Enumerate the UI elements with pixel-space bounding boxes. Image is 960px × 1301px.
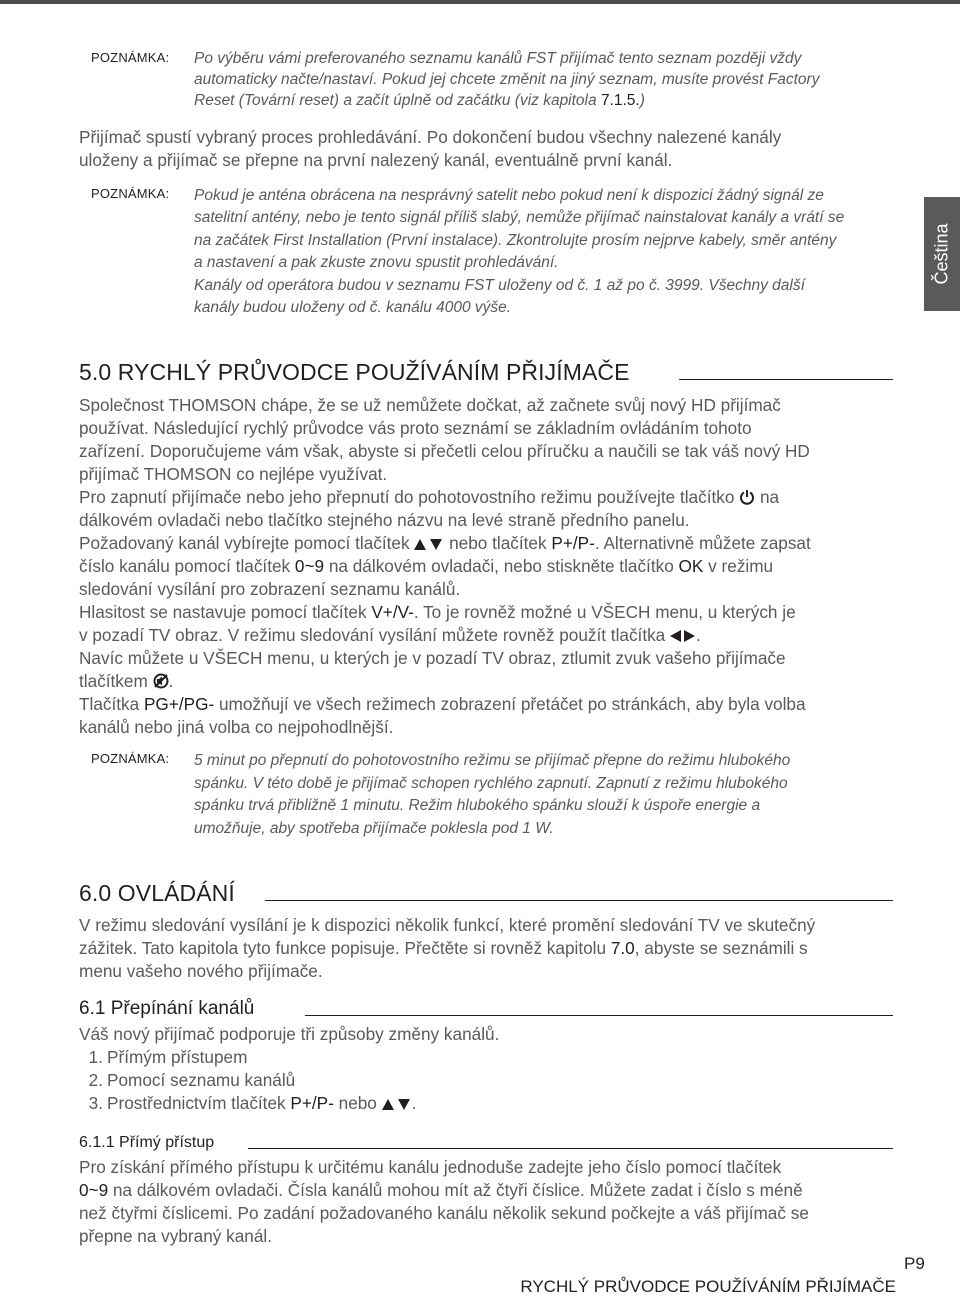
note-text: 5 minut po přepnutí do pohotovostního režimu se přijímač přepne do režimu hlubokého spánku. V této době je přijímač schopen rychlého zapnutí. Zapnutí z režimu hlubokého spánku trvá přibližně 1 minutu. Režim hlubokého spánku slouží k úspoře energie a umožňuje, aby spotřeba přijímače poklesla pod 1 W. xyxy=(194,752,791,837)
section-6-1-1-rule xyxy=(248,1148,893,1149)
section-6-1-1-heading: 6.1.1 Přímý přístup xyxy=(79,1134,215,1151)
footer-title: RYCHLÝ PRŮVODCE POUŽÍVÁNÍM PŘIJÍMAČE xyxy=(520,1277,896,1296)
section-5-body: Společnost THOMSON chápe, že se už nemůžete dočkat, až začnete svůj nový HD přijímač používat. Následující rychlý průvodce vás proto seznámí se základním ovládáním tohoto zařízení. Doporučujeme vám však, abyste si přečetli celou příručku a naučili se tak váš nový HD přijímač THOMSON co nejlépe využívat. Pro zapnutí přijímače nebo jeho přepnutí do pohotovostního režimu používejte tlačítko na dálkovém ovladači nebo tlačítko stejného názvu na levé straně předního panelu. Požadovaný kanál vybírejte pomocí tlačítek nebo tlačítek P+/P-. Alternativně můžete zapsat číslo kanálu pomocí tlačítek 0~9 na dálkovém ovladači, nebo stiskněte tlačítko OK v režimu sledování vysílání pro zobrazení seznamu kanálů. Hlasitost se nastavuje pomocí tlačítek V+/V-. To je rovněž možné u VŠECH menu, u kterých je v pozadí TV obraz. V režimu sledování vysílání můžete rovněž použít tlačítka . Navíc můžete u VŠECH menu, u kterých je v pozadí TV obraz, ztlumit zvuk vašeho přijímače tlačítkem . Tlačítka PG+/PG- umožňují ve všech režimech zobrazení přetáčet po stránkách, aby byla volba kanálů nebo jiná volba co nejpohodlnější. xyxy=(79,395,811,737)
section-6-heading: 6.0 OVLÁDÁNÍ xyxy=(79,880,235,906)
language-tab-label: Čeština xyxy=(931,223,952,285)
channel-methods-list xyxy=(79,1046,416,1115)
note-label: POZNÁMKA: xyxy=(91,186,170,201)
note-label: POZNÁMKA: xyxy=(91,50,170,65)
section-6-1-heading: 6.1 Přepínání kanálů xyxy=(79,998,255,1019)
list-item: 3. Prostřednictvím tlačítek P+/P- nebo . xyxy=(88,1093,417,1113)
power-icon xyxy=(739,489,755,505)
section-5-rule xyxy=(679,379,893,380)
section-6-1-rule xyxy=(305,1015,893,1016)
up-down-arrows-icon xyxy=(382,1097,412,1111)
up-down-arrows-icon xyxy=(414,537,444,551)
list-item: 2. Pomocí seznamu kanálů xyxy=(88,1070,296,1090)
mute-icon xyxy=(153,673,169,689)
note-text: Po výběru vámi preferovaného seznamu kanálů FST přijímač tento seznam později vždy automaticky načte/nastaví. Pokud jej chcete změnit na jiný seznam, musíte provést Factory Reset (Tovární reset) a začít úplně od začátku (viz kapitola 7.1.5.) xyxy=(194,50,820,109)
scan-paragraph: Přijímač spustí vybraný proces prohledávání. Po dokončení budou všechny nalezené kanály uloženy a přijímač se přepne na první nalezený kanál, eventuálně první kanál. xyxy=(79,127,782,170)
section-6-rule xyxy=(265,900,893,901)
page-number: P9 xyxy=(904,1254,925,1273)
section-6-1-intro: Váš nový přijímač podporuje tři způsoby změny kanálů. xyxy=(79,1024,500,1044)
language-tab xyxy=(924,197,960,311)
section-6-body: V režimu sledování vysílání je k dispozici několik funkcí, které promění sledování TV ve skutečný zážitek. Tato kapitola tyto funkce popisuje. Přečtěte si rovněž kapitolu 7.0, abyste se seznámili s menu vašeho nového přijímače. xyxy=(79,915,816,981)
note-label: POZNÁMKA: xyxy=(91,751,170,766)
note-text: Pokud je anténa obrácena na nesprávný satelit nebo pokud není k dispozici žádný signál ze satelitní antény, nebo je tento signál příliš slabý, nemůže přijímač nainstalovat kanály a vrátí se na začátek First Installation (První instalace). Zkontrolujte prosím nejprve kabely, směr antény a nastavení a pak zkuste znovu spustit prohledávání. Kanály od operátora budou v seznamu FST uloženy od č. 1 až po č. 3999. Všechny další kanály budou uloženy od č. kanálu 4000 výše. xyxy=(194,187,845,317)
section-6-1-1-body: Pro získání přímého přístupu k určitému kanálu jednoduše zadejte jeho číslo pomocí tlačítek 0~9 na dálkovém ovladači. Čísla kanálů mohou mít až čtyři číslice. Můžete zadat i číslo s méně než čtyřmi číslicemi. Po zadání požadovaného kanálu několik sekund počkejte a váš přijímač se přepne na vybraný kanál. xyxy=(79,1157,809,1246)
top-border xyxy=(0,0,960,4)
list-item: 1. Přímým přístupem xyxy=(88,1047,248,1067)
left-right-arrows-icon xyxy=(670,629,696,643)
section-5-heading: 5.0 RYCHLÝ PRŮVODCE POUŽÍVÁNÍM PŘIJÍMAČE xyxy=(79,359,630,385)
